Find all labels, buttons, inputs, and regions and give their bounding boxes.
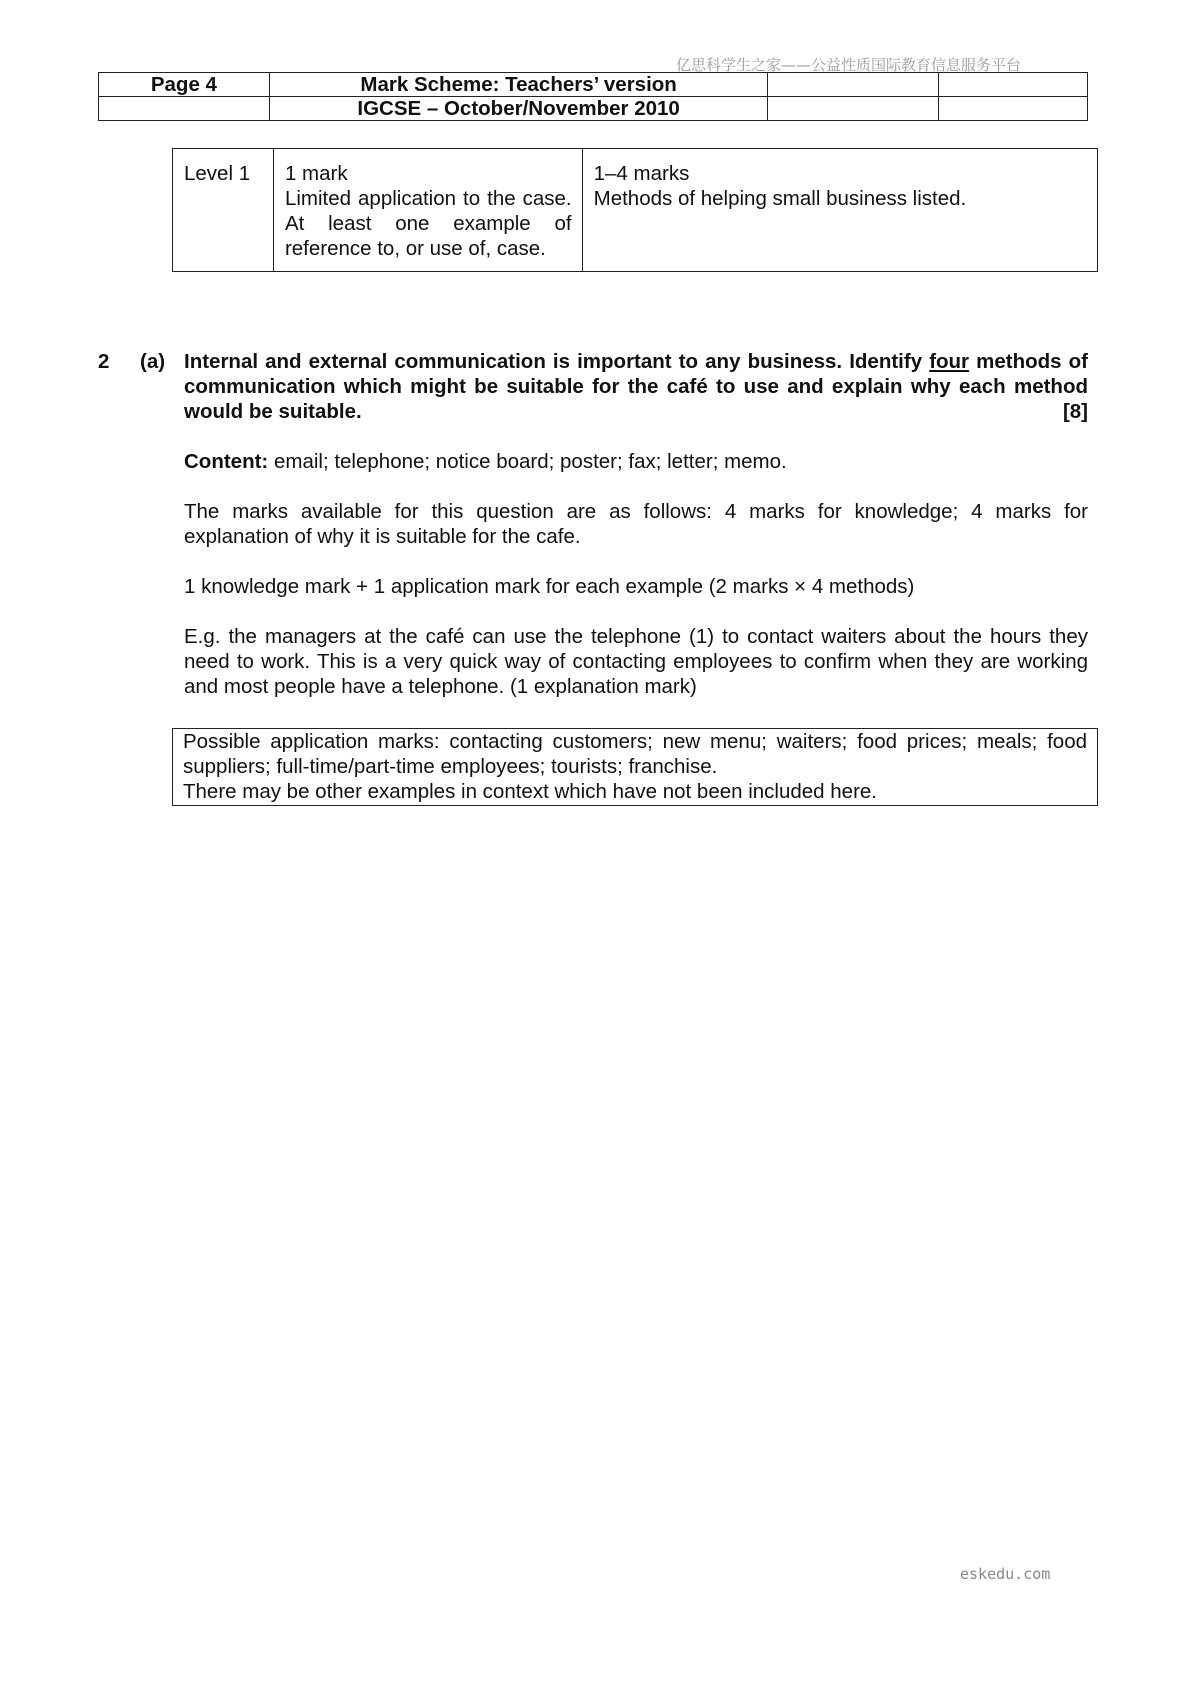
- application-marks-note: There may be other examples in context which have not been included here.: [183, 780, 877, 803]
- header-empty-cell: [768, 73, 939, 97]
- content-label: Content:: [184, 450, 269, 473]
- level-descriptor-table: [172, 148, 1098, 272]
- range-cell: [582, 149, 1097, 272]
- header-empty-cell: [939, 73, 1088, 97]
- question-text: [184, 349, 1088, 424]
- header-empty-cell: [939, 97, 1088, 121]
- application-marks-list: Possible application marks: contacting customers; new menu; waiters; food prices; meals; food suppliers; full-time/part-time employees; tourists; franchise.: [183, 730, 1087, 778]
- level-cell: [173, 149, 274, 272]
- mark-cell: [273, 149, 582, 272]
- content-text: email; telephone; notice board; poster; fax; letter; memo.: [268, 450, 787, 473]
- content-paragraph: [184, 449, 1088, 474]
- question-marks: [8]: [1062, 400, 1088, 423]
- mark-description: Limited application to the case. At least one example of reference to, or use of, case.: [284, 187, 572, 260]
- watermark-top: 亿思科学生之家——公益性质国际教育信息服务平台: [676, 56, 1022, 74]
- document-title: Mark Scheme: Teachers’ version: [269, 73, 768, 97]
- level-label: Level 1: [184, 162, 251, 185]
- question-text-lead: Internal and external communication is important to any business. Identify: [184, 350, 930, 373]
- application-marks-box: [172, 728, 1098, 806]
- header-empty-cell: [768, 97, 939, 121]
- page-number: Page 4: [99, 73, 270, 97]
- watermark-bottom: eskedu.com: [960, 1565, 1051, 1583]
- marks-breakdown-paragraph: 1 knowledge mark + 1 application mark for each example (2 marks × 4 methods): [184, 575, 915, 598]
- question-emphasis: four: [929, 350, 970, 373]
- range-description: Methods of helping small business listed.: [593, 187, 967, 210]
- header-empty-cell: [99, 97, 270, 121]
- question-number: 2: [98, 350, 110, 373]
- page-header-table: [98, 72, 1088, 121]
- exam-session: IGCSE – October/November 2010: [269, 97, 768, 121]
- table-row: [173, 149, 1098, 272]
- question-body: [184, 349, 1088, 699]
- range-label: 1–4 marks: [593, 162, 690, 185]
- mark-label: 1 mark: [284, 162, 348, 185]
- question-text-rest: methods of communication which might be suitable for the café to use and explain why each method would be suitable.: [184, 350, 1088, 423]
- example-paragraph: E.g. the managers at the café can use the telephone (1) to contact waiters about the hours they need to work. This is a very quick way of contacting employees to confirm when they are working and most people have a telephone. (1 explanation mark): [184, 625, 1088, 698]
- marks-available-paragraph: The marks available for this question are as follows: 4 marks for knowledge; 4 marks for explanation of why it is suitable for the cafe.: [184, 500, 1088, 548]
- question-part: (a): [140, 350, 166, 373]
